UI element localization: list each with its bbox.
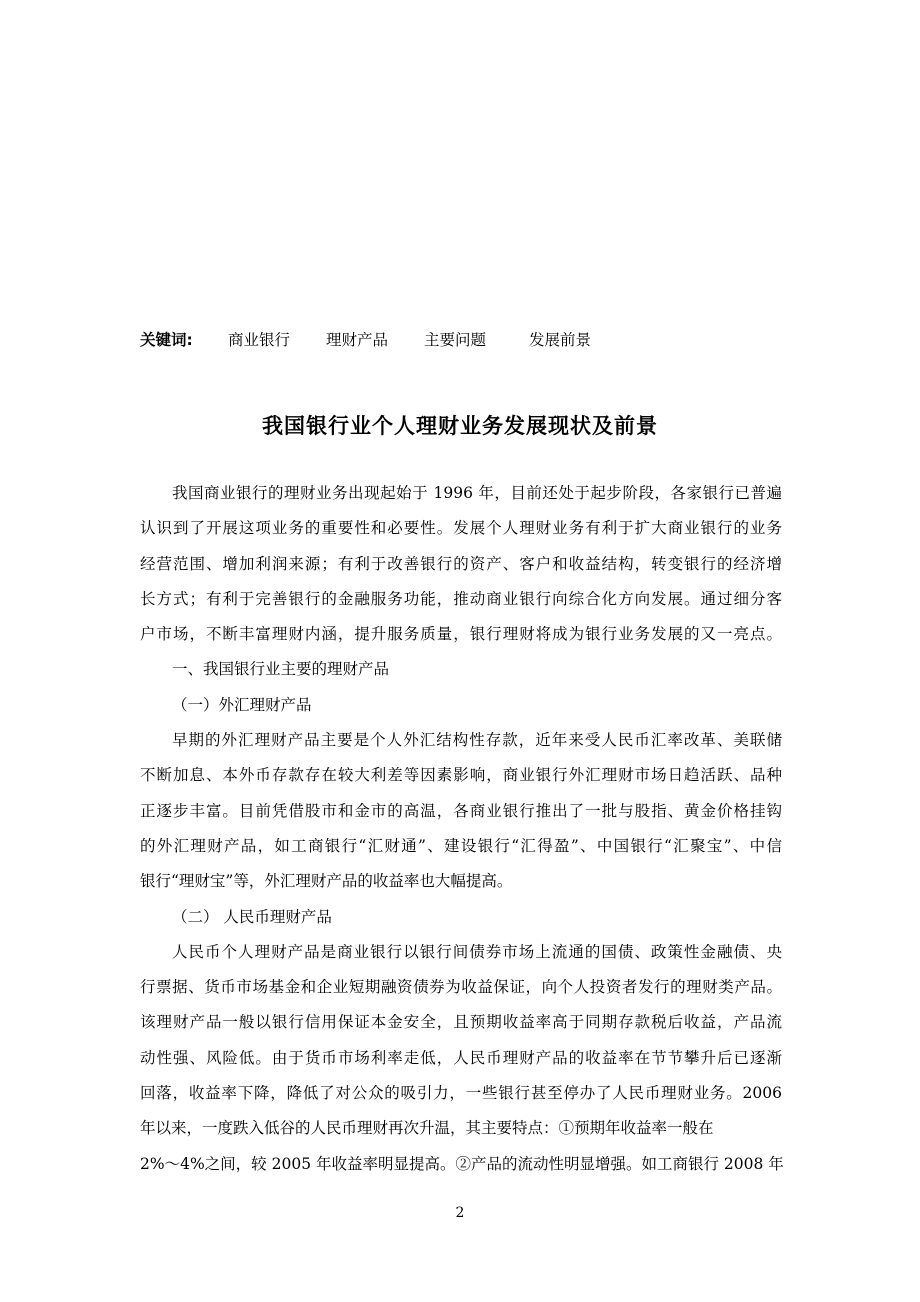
subsection-heading: （二） 人民币理财产品 bbox=[172, 907, 332, 926]
text-line: 户市场，不断丰富理财内涵，提升服务质量，银行理财将成为银行业务发展的又一亮点。 bbox=[140, 625, 782, 644]
keyword-financial-products: 理财产品 bbox=[326, 331, 389, 349]
text-line: 回落，收益率下降，降低了对公众的吸引力，一些银行甚至停办了人民币理财业务。2006 bbox=[140, 1084, 782, 1103]
text-line: 年以来，一度跌入低谷的人民币理财再次升温，其主要特点：①预期年收益率一般在 bbox=[140, 1119, 714, 1138]
keyword-commercial-bank: 商业银行 bbox=[228, 331, 291, 349]
text-line: 不断加息、本外币存款存在较大利差等因素影响，商业银行外汇理财市场日趋活跃、品种 bbox=[140, 766, 782, 785]
text-line: 银行“理财宝”等，外汇理财产品的收益率也大幅提高。 bbox=[140, 872, 513, 891]
page-number: 2 bbox=[455, 1205, 465, 1221]
keywords-line bbox=[140, 328, 592, 352]
subsection-heading: （一）外汇理财产品 bbox=[172, 695, 312, 714]
text-line: 长方式；有利于完善银行的金融服务功能，推动商业银行向综合化方向发展。通过细分客 bbox=[140, 589, 782, 608]
text-line: 我国商业银行的理财业务出现起始于 1996 年，目前还处于起步阶段，各家银行已普遍 bbox=[172, 484, 782, 502]
text-line: 动性强、风险低。由于货币市场利率走低，人民币理财产品的收益率在节节攀升后已逐渐 bbox=[140, 1048, 782, 1067]
keywords-label: 关键词: bbox=[140, 331, 193, 349]
text-line: 早期的外汇理财产品主要是个人外汇结构性存款，近年来受人民币汇率改革、美联储 bbox=[172, 731, 782, 750]
text-line: 认识到了开展这项业务的重要性和必要性。发展个人理财业务有利于扩大商业银行的业务 bbox=[140, 519, 782, 538]
text-line: 经营范围、增加利润来源；有利于改善银行的资产、客户和收益结构，转变银行的经济增 bbox=[140, 554, 782, 573]
text-line: 该理财产品一般以银行信用保证本金安全，且预期收益率高于同期存款税后收益，产品流 bbox=[140, 1013, 782, 1032]
text-line: 行票据、货币市场基金和企业短期融资债券为收益保证，向个人投资者发行的理财类产品。 bbox=[140, 978, 782, 997]
text-line: 的外汇理财产品，如工商银行“汇财通”、建设银行“汇得盈”、中国银行“汇聚宝”、中信 bbox=[140, 836, 782, 855]
section-heading: 一、我国银行业主要的理财产品 bbox=[172, 660, 390, 679]
text-line: 正逐步丰富。目前凭借股市和金市的高温，各商业银行推出了一批与股指、黄金价格挂钩 bbox=[140, 801, 782, 820]
keyword-main-problems: 主要问题 bbox=[424, 331, 487, 349]
keyword-development-prospects: 发展前景 bbox=[529, 331, 592, 349]
document-body bbox=[140, 476, 782, 1182]
text-line: 2%～4%之间，较 2005 年收益率明显提高。②产品的流动性明显增强。如工商银行 2008 年 bbox=[140, 1154, 784, 1173]
text-line: 人民币个人理财产品是商业银行以银行间债券市场上流通的国债、政策性金融债、央 bbox=[172, 942, 782, 961]
document-title: 我国银行业个人理财业务发展现状及前景 bbox=[262, 414, 658, 438]
